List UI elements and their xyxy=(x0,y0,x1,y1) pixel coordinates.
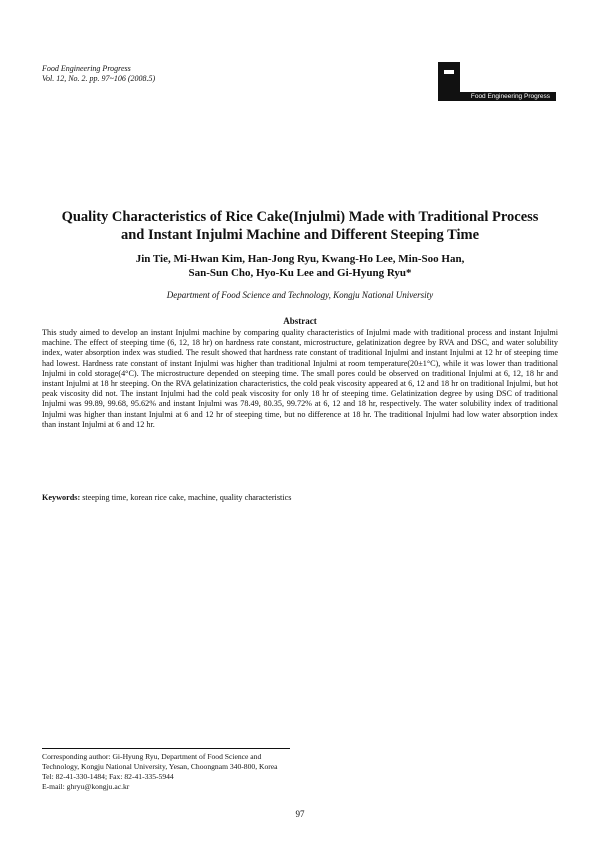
keywords xyxy=(42,493,558,502)
english-authors-line-2: San-Sun Cho, Hyo-Ku Lee and Gi-Hyung Ryu* xyxy=(188,267,412,279)
abstract-body: This study aimed to develop an instant Injulmi machine by comparing quality characteristics of Injulmi made with traditional process and instant Injulmi machine. The effect of steeping time (6, 12, 18 hr) on hardness rate constant, microstructure, gelatinization degree by RVA and DSC, and water solubility index, water absorption index was studied. The result showed that hardness rate constant of traditional Injulmi and instant Injulmi at 12 hr of steeping time had lowest. Hardness rate constant of instant Injulmi was higher than traditional Injulmi at room temperature(20±1°C), while it was lower than traditional Injulmi in cold storage(4°C). The microstructure depended on steeping time. The small pores could be observed on traditional Injulmi at 6, 12, 18 hr and instant Injulmi at 18 hr steeping. On the RVA gelatinization characteristics, the cold peak viscosity appeared at 6, 12 and 18 hr on traditional Injulmi, but hot peak viscosity did not. The instant Injulmi had the cold peak viscosity for only 18 hr of steeping time. Gelatinization degree by using DSC of traditional Injulmi was 99.89, 99.68, 95.62% and instant Injulmi was 78.49, 80.35, 99.72% at 6, 12 and 18 hr, respectively. The water solubility index of traditional Injulmi was higher than instant Injulmi at 6 and 12 hr of steeping time, but no difference at 18 hr. The traditional Injulmi had low water absorption index than instant Injulmi at 6 and 12 hr. xyxy=(42,328,558,429)
keywords-text: steeping time, korean rice cake, machine, quality characteristics xyxy=(80,493,292,502)
right-column xyxy=(308,514,558,516)
english-title: Quality Characteristics of Rice Cake(Injulmi) Made with Traditional Process and Instant Injulmi Machine and Different Steeping Time xyxy=(61,209,539,243)
logo-sub-text: Food Engineering Progress xyxy=(438,92,556,101)
english-department: Department of Food Science and Technology, Kongju National University xyxy=(166,290,434,300)
footnote-author: Corresponding author: Gi-Hyung Ryu, Department of Food Science and Technology, Kongju National University, Yesan, Choongnam 340-800, Korea xyxy=(42,752,278,771)
footnote-divider xyxy=(42,748,290,749)
journal-logo xyxy=(438,60,556,104)
footnote-phone: Tel: 82-41-330-1484; Fax: 82-41-335-5944 xyxy=(42,772,174,781)
journal-volume: Vol. 12, No. 2. pp. 97~106 (2008.5) xyxy=(42,74,156,83)
abstract-heading: Abstract xyxy=(283,316,317,326)
english-authors-line-1: Jin Tie, Mi-Hwan Kim, Han-Jong Ryu, Kwang-Ho Lee, Min-Soo Han, xyxy=(135,253,465,265)
page-number: 97 xyxy=(295,809,305,819)
journal-header xyxy=(42,64,155,84)
footnote-email: E-mail: ghryu@kongju.ac.kr xyxy=(42,782,130,791)
english-authors xyxy=(60,252,540,280)
corresponding-author-footnote xyxy=(42,752,290,792)
journal-name: Food Engineering Progress xyxy=(42,64,131,73)
keywords-label: Keywords: xyxy=(42,493,81,502)
